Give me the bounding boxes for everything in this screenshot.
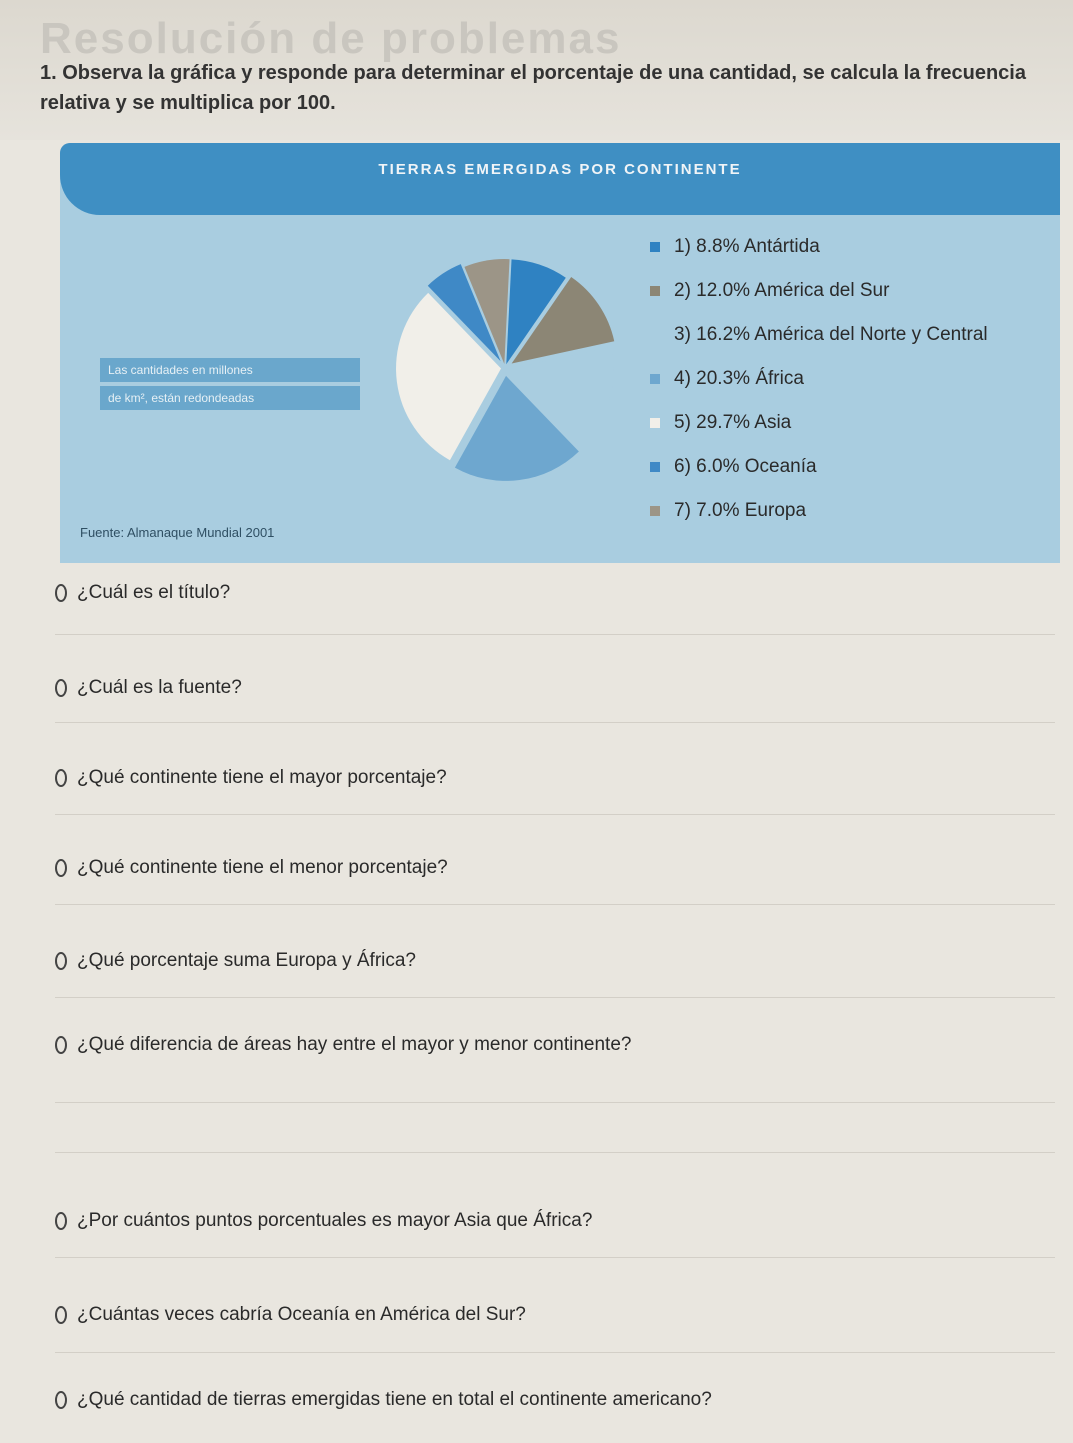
page-heading: Resolución de problemas: [40, 14, 622, 63]
legend-swatch: [650, 418, 660, 428]
answer-line: [55, 722, 1055, 723]
question-item: [55, 1304, 1015, 1326]
question-item: [55, 767, 1015, 789]
legend-swatch: [650, 242, 660, 252]
question-text: ¿Por cuántos puntos porcentuales es mayor Asia que África?: [77, 1210, 593, 1231]
legend-label: 1) 8.8% Antártida: [674, 236, 820, 257]
bullet-icon: [55, 679, 67, 697]
question-text: ¿Qué cantidad de tierras emergidas tiene en total el continente americano?: [77, 1389, 712, 1410]
legend-item-america-del-norte: [650, 313, 988, 357]
legend-swatch: [650, 462, 660, 472]
units-note-line-1: Las cantidades en millones: [100, 358, 360, 382]
question-text: ¿Qué diferencia de áreas hay entre el mayor y menor continente?: [77, 1034, 632, 1055]
chart-source: Fuente: Almanaque Mundial 2001: [80, 525, 275, 540]
chart-card: [60, 143, 1060, 563]
bullet-icon: [55, 859, 67, 877]
legend-swatch: [650, 506, 660, 516]
units-note-line-2: de km², están redondeadas: [100, 386, 360, 410]
legend-swatch: [650, 374, 660, 384]
legend-label: 2) 12.0% América del Sur: [674, 280, 890, 301]
question-text: ¿Cuál es la fuente?: [77, 677, 242, 698]
question-text: ¿Cuántas veces cabría Oceanía en América del Sur?: [77, 1304, 526, 1325]
question-text: ¿Qué porcentaje suma Europa y África?: [77, 950, 417, 971]
bullet-icon: [55, 1036, 67, 1054]
legend-label: 7) 7.0% Europa: [674, 500, 807, 521]
legend-label: 5) 29.7% Asia: [674, 412, 792, 433]
question-item: [55, 950, 1015, 972]
legend-item-antartida: [650, 225, 988, 269]
legend-swatch: [650, 286, 660, 296]
page-header: [0, 0, 1073, 140]
question-item: [55, 582, 1015, 604]
question-item: [55, 1034, 1015, 1056]
pie-chart: [380, 243, 630, 493]
legend-label: 4) 20.3% África: [674, 368, 804, 389]
legend-item-africa: [650, 357, 988, 401]
chart-legend: [650, 225, 988, 533]
answer-line: [55, 1352, 1055, 1353]
answer-line: [55, 1102, 1055, 1103]
question-text: ¿Cuál es el título?: [77, 582, 231, 603]
legend-label: 3) 16.2% América del Norte y Central: [674, 324, 988, 345]
question-text: ¿Qué continente tiene el mayor porcentaje?: [77, 767, 447, 788]
bullet-icon: [55, 1306, 67, 1324]
answer-line: [55, 1257, 1055, 1258]
chart-title: TIERRAS EMERGIDAS POR CONTINENTE: [378, 161, 742, 178]
question-item: [55, 677, 1015, 699]
bullet-icon: [55, 769, 67, 787]
answer-line: [55, 997, 1055, 998]
question-item: [55, 857, 1015, 879]
answer-line: [55, 1152, 1055, 1153]
bullet-icon: [55, 1391, 67, 1409]
question-item: [55, 1210, 1015, 1232]
legend-label: 6) 6.0% Oceanía: [674, 456, 817, 477]
instructions-text: 1. Observa la gráfica y responde para determinar el porcentaje de una cantidad, se calcula la frecuencia relativa y se multiplica por 100.: [40, 62, 1026, 114]
bullet-icon: [55, 952, 67, 970]
legend-swatch: [650, 330, 660, 340]
answer-line: [55, 814, 1055, 815]
question-text: ¿Qué continente tiene el menor porcentaje?: [77, 857, 448, 878]
answer-line: [55, 634, 1055, 635]
legend-item-asia: [650, 401, 988, 445]
legend-item-europa: [650, 489, 988, 533]
legend-item-america-del-sur: [650, 269, 988, 313]
bullet-icon: [55, 1212, 67, 1230]
bullet-icon: [55, 584, 67, 602]
question-item: [55, 1389, 1015, 1411]
units-note: [100, 358, 360, 414]
chart-title-bar: [60, 143, 1060, 215]
legend-item-oceania: [650, 445, 988, 489]
answer-line: [55, 904, 1055, 905]
